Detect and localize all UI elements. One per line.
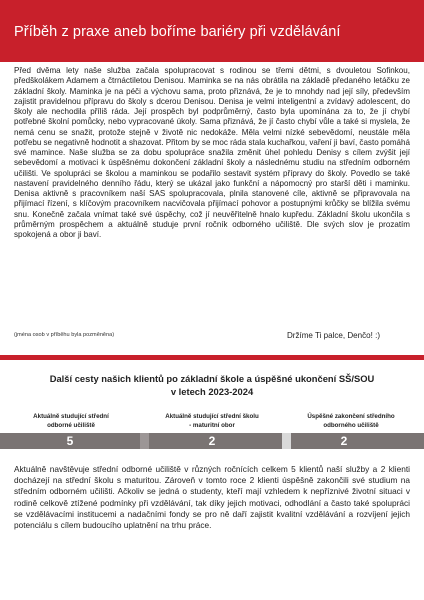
story-signoff: Držíme Ti palce, Denčo! :)	[286, 331, 380, 340]
stat-label-sou: Aktuálně studující střední odborné učiliště	[33, 413, 109, 429]
closing-paragraph: Aktuálně navštěvuje střední odborné učiliště v různých ročnících celkem 5 klientů naší služby a 2 klienti docházejí na střední školu s maturitou. Zároveň v tomto roce 2 klienti úspěšně zakončili své studium na středním odborném učilišti. Ačkoliv se jedná o studenty, kteří mají vzhledem k nepříznivé životní situaci v rodině celkově ztížené podmínky při vzdělávání, tak díky jejich motivaci, odhodlání a často také spolupráci se vzdělávacími institucemi a nadačními fondy se pro ně daří zajistit kvalitní vzdělávání a rozvíjení jejich potenciálu s cílem budoucího uplatnění na trhu práce.	[14, 464, 410, 531]
stat-label-graduated: Úspěšné zakončení středního odborného učiliště	[307, 413, 395, 429]
stat-separator	[282, 433, 291, 449]
closing-section	[14, 464, 410, 531]
stat-value-graduated: 2	[340, 434, 348, 448]
stats-title-line1: Další cesty našich klientů po základní škole a úspěšné ukončení SŠ/SOU	[49, 373, 375, 384]
stats-title-line2: v letech 2023-2024	[170, 386, 254, 397]
section-divider	[0, 355, 424, 360]
story-section	[14, 66, 410, 240]
stats-title	[0, 372, 424, 398]
stat-separator	[140, 433, 149, 449]
header-banner	[0, 0, 424, 62]
story-paragraph: Před dvěma lety naše služba začala spolupracovat s rodinou se třemi dětmi, s dvouletou Sofinkou, předškolákem Adamem a čtrnáctiletou Denisou. Maminka se na nás obrátila na základě předaného letáčku ze základní školy. Maminka je na péči a výchovu sama, proto přiznává, že je to mnohdy nad její síly, především zajistit pravidelnou přípravu do školy s dcerou Denisou. Denisa je velmi inteligentní a zvídavý adolescent, do školy ale nechodila příliš ráda. Její prospěch byl podprůměrný, často byla upomínána za to, že jí chybí potřebné školní pomůcky, nebo vypracované úkoly. Sama přiznává, že jí často chybí vůle a také si myslela, že nemá cenu se snažit, protože stejně v životě nic nedokáže. Měla velmi nízké sebevědomí, neustále měla potřebu se negativně hodnotit a shazovat. Přitom by se moc ráda stala kuchařkou, vaření ji baví, často pomáhá své mamince. Naše služba se za dobu spolupráce snažila změnit úhel pohledu Denisy s cílem zvýšit její sebevědomí a motivaci k úspěšnému dokončení základní školy a následnému studiu na středním odborném učilišti. Ve spolupráci se školou a maminkou se podařilo sestavit systém přípravy do školy. Povedlo se také nastavení pravidelného denního řádu, který se ukázal jako funkční a nápomocný pro starší děti i maminku. Denisa aktivně s pracovníkem naší SAS spolupracovala, plnila stanovené cíle, aktivně se připravovala na přijímací řízení, s klíčovým pracovníkem nacvičovala přijímací pohovor a postupnými krůčky se blížila svému snu. Konečně začala vnímat také své úspěchy, což jí neuvěřitelně hnalo kupředu. Základní školu ukončila s průměrným prospěchem a aktuálně studuje první ročník odborného učiliště. Dle svých slov je prozatím spokojená a obor ji baví.	[14, 66, 410, 239]
stat-value-ss: 2	[208, 434, 216, 448]
page-title: Příběh z praxe aneb boříme bariéry při vzdělávání	[14, 24, 341, 40]
stat-value-sou: 5	[66, 434, 74, 448]
stat-label-ss: Aktuálně studující střední školu - maturitní obor	[165, 413, 259, 429]
names-note: (jména osob v příběhu byla pozměněna)	[14, 332, 115, 338]
